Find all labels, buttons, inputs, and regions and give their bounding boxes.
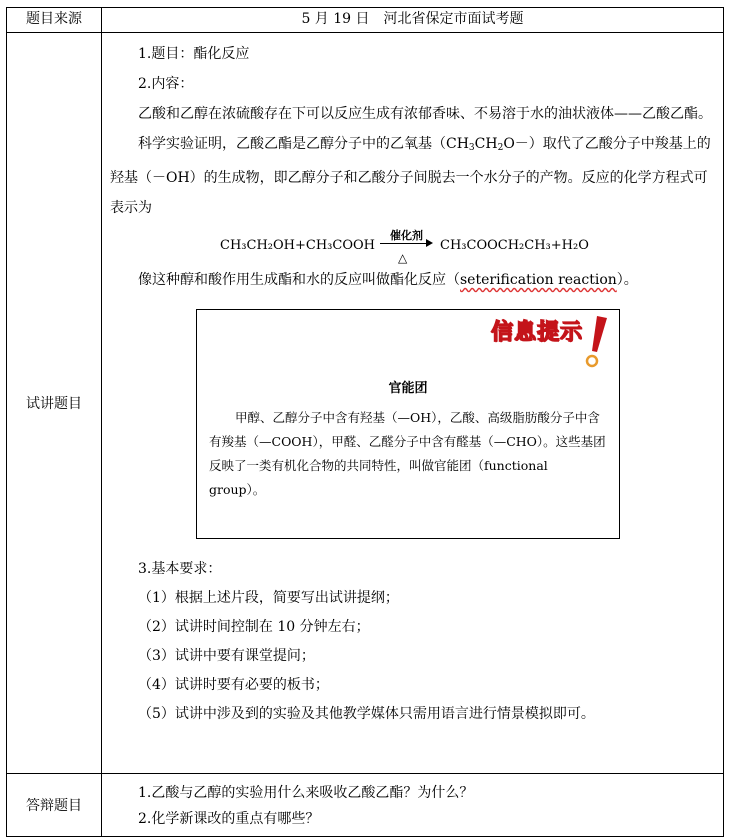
info-badge: 信息提示 bbox=[490, 320, 583, 345]
info-box bbox=[196, 309, 620, 539]
equation-products: CH₃COOCH₂CH₃+H₂O bbox=[440, 238, 589, 253]
requirement-item: （5）试讲中涉及到的实验及其他教学媒体只需用语言进行情景模拟即可。 bbox=[138, 706, 595, 722]
defense-label: 答辩题目 bbox=[7, 774, 102, 837]
paragraph-3: 像这种醇和酸作用生成酯和水的反应叫做酯化反应（seterification reaction）。 bbox=[138, 272, 638, 288]
info-title: 官能团 bbox=[388, 381, 428, 396]
source-value: 5 月 19 日 河北省保定市面试考题 bbox=[102, 8, 724, 33]
defense-question: 1.乙酸与乙醇的实验用什么来吸收乙酸乙酯？为什么？ bbox=[138, 785, 474, 801]
defense-row bbox=[7, 774, 724, 837]
requirement-item: （4）试讲时要有必要的板书； bbox=[138, 677, 329, 693]
exclamation-icon bbox=[583, 314, 609, 370]
exam-table bbox=[6, 7, 724, 837]
defense-content bbox=[102, 774, 724, 837]
header-row bbox=[7, 8, 724, 33]
paragraph-1: 乙酸和乙醇在浓硫酸存在下可以反应生成有浓郁香味、不易溶于水的油状液体——乙酸乙酯。 bbox=[138, 106, 712, 122]
chemical-equation bbox=[110, 225, 717, 265]
heat-condition: △ bbox=[398, 251, 408, 265]
trial-row bbox=[7, 33, 724, 774]
defense-question: 2.化学新课改的重点有哪些？ bbox=[138, 811, 320, 827]
reaction-arrow-icon bbox=[380, 225, 434, 265]
paragraph-2: 科学实验证明，乙酸乙酯是乙醇分子中的乙氧基$(CH_3CH_2O-)$取代了乙酸分子中羧基上的羟基（－OH）的生成物，即乙醇分子和乙酸分子间脱去一个水分子的产物。反应的化学方程式可表示为 bbox=[110, 136, 711, 216]
requirements-label: 3.基本要求： bbox=[138, 561, 222, 577]
info-body: 甲醇、乙醇分子中含有羟基（—OH），乙酸、高级脂肪酸分子中含有羧基（—COOH），甲醛、乙醛分子中含有醛基（—CHO）。这些基团反映了一类有机化合物的共同特性，叫做官能团（functional group）。 bbox=[209, 410, 606, 497]
equation-reactants: CH₃CH₂OH+CH₃COOH bbox=[220, 238, 375, 253]
requirement-item: （3）试讲中要有课堂提问； bbox=[138, 648, 315, 664]
english-term: seterification reaction bbox=[460, 272, 617, 288]
trial-label: 试讲题目 bbox=[7, 33, 102, 774]
topic-line: 1.题目：酯化反应 bbox=[138, 46, 250, 62]
requirement-item: （1）根据上述片段，简要写出试讲提纲； bbox=[138, 590, 399, 606]
trial-content bbox=[102, 33, 724, 774]
requirement-item: （2）试讲时间控制在 10 分钟左右； bbox=[138, 619, 370, 635]
content-label: 2.内容： bbox=[138, 76, 194, 92]
catalyst-condition: 催化剂 bbox=[390, 229, 423, 242]
source-label: 题目来源 bbox=[7, 8, 102, 33]
